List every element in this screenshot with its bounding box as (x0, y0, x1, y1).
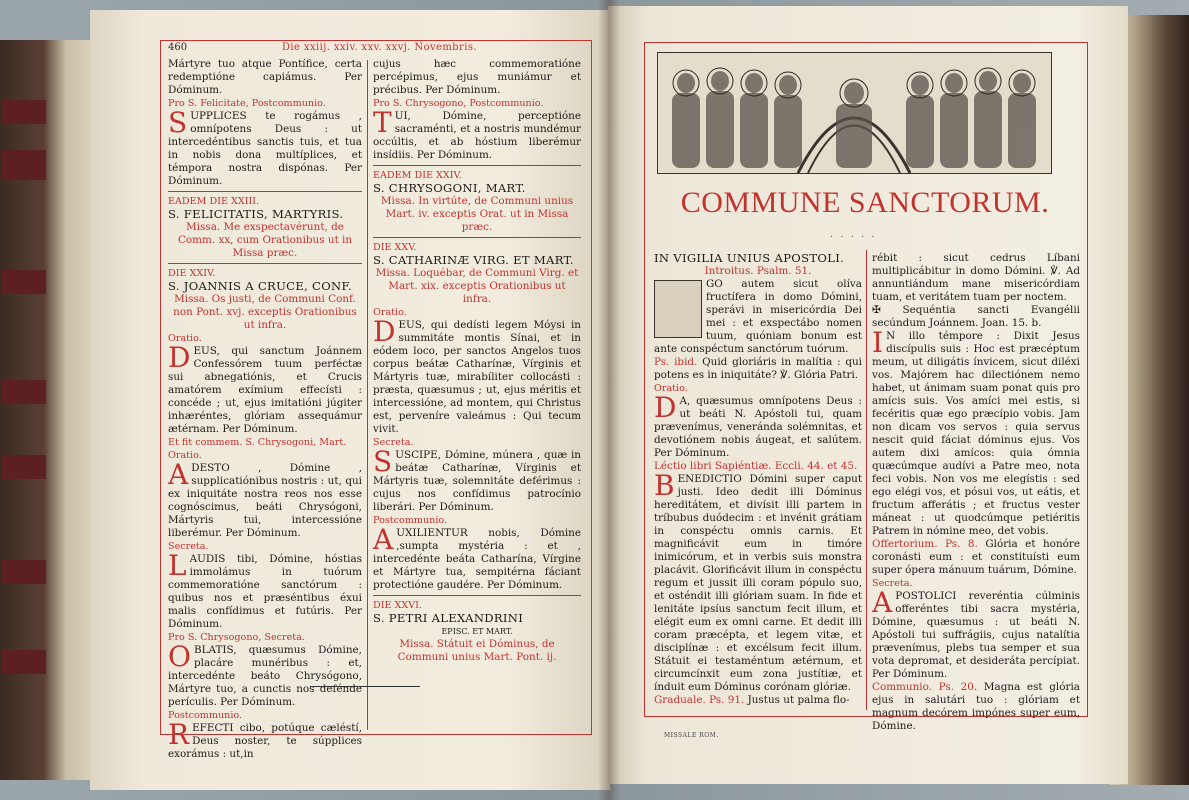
column-divider (367, 60, 368, 730)
text-paragraph: Graduale. Ps. 91. Justus ut palma flo- (654, 694, 850, 706)
text-paragraph: AUXILIENTUR nobis, Dómine ,sumpta mystéria : et , intercedénte beáta Catharína, Vírgine et Mártyre tua, sempitérna fáciant protectióne gaudére. Per Dóminum. (373, 523, 581, 591)
feast-title: S. JOANNIS A CRUCE, CONF. (168, 279, 352, 293)
postcommunio-label: Postcommunio. (373, 515, 448, 526)
bookmark-ribbon (2, 100, 46, 124)
secreta-label: Secreta. (373, 437, 414, 448)
missa-rubric: Missa. Státuit ei Dóminus, de Communi unius Mart. Pont. ij. (397, 638, 557, 663)
text-paragraph: ADESTO , Dómine , supplicatiónibus nostris : ut, qui ex iniquitáte nostra reos nos esse cognóscimus, beáti Chrysógoni, Mártyris tui, intercessióne liberémur. Per Dóminum. (168, 458, 362, 539)
feast-title: S. CHRYSOGONI, MART. (373, 181, 526, 195)
section-title: COMMUNE SANCTORUM. (680, 186, 1050, 219)
secreta-label: Secreta. (168, 541, 209, 552)
oratio-label: Oratio. (654, 383, 688, 394)
bookmark-ribbon (2, 380, 46, 404)
left-column-2 (373, 58, 581, 664)
drop-cap: O (168, 640, 191, 673)
rubric-heading: Et fit commem. S. Chrysogoni, Mart. (168, 437, 347, 448)
bookmark-ribbon (2, 270, 46, 294)
introitus-label: Introitus. Psalm. 51. (704, 265, 812, 277)
divider (168, 191, 362, 192)
text-paragraph: SUPPLICES te rogámus , omnípotens Deus : ut intercedéntibus sanctis tuis, et tua in nobis dona multíplices, et témpora nostra dispónas. Per Dóminum. (168, 106, 362, 187)
feast-date: DIE XXV. (373, 242, 417, 253)
text-paragraph: Ps. ibid. Quid gloriáris in malítia : qui potens es in iniquitáte? ℣. Glória Patri. (654, 356, 862, 381)
text-paragraph: Offertorium. Ps. 8. Glória et honóre coronásti eum : et constituísti eum super ópera mánuum tuárum, Dómine. (872, 538, 1081, 576)
rubric-heading: Pro S. Felicitate, Postcommunio. (168, 98, 326, 109)
running-header: Die xxiij. xxiv. xxv. xxvj. Novembris. (282, 42, 477, 53)
feast-date: EADEM DIE XXIV. (373, 170, 462, 181)
missa-rubric: Missa. Loquébar, de Communi Virg. et Mart. xix. exceptis Orationibus ut infra. (375, 267, 579, 305)
drop-cap: D (654, 391, 677, 424)
missa-rubric: Missa. Os justi, de Communi Conf. non Pont. xvj. exceptis Orationibus ut infra. (173, 293, 357, 331)
text-paragraph: SUSCIPE, Dómine, múnera , quæ in beátæ Catharínæ, Vírginis et Mártyris tuæ, solemnitáte deférimus : cujus nos confídimus patrocínio liberári. Per Dóminum. (373, 445, 581, 513)
signature-mark: MISSALE ROM. (664, 732, 719, 739)
feast-title: S. CATHARINÆ VIRG. ET MART. (373, 253, 574, 267)
oratio-label: Oratio. (168, 333, 202, 344)
drop-cap: S (373, 445, 393, 478)
drop-cap: A (872, 586, 893, 619)
feast-date: DIE XXIV. (168, 268, 216, 279)
illuminated-initial-e (654, 280, 702, 338)
drop-cap: I (872, 326, 884, 359)
feast-title: S. PETRI ALEXANDRINI (373, 611, 524, 625)
text-paragraph: rébit : sicut cedrus Líbani multiplicábitur in domo Dómini. ℣. Ad annuntiándum mane misericórdiam tuam, et veritátem tuam per noctem. (872, 252, 1080, 303)
missa-rubric: Missa. Me exspectavérunt, de Comm. xx, cum Orationibus ut in Missa præc. (177, 221, 353, 259)
text-paragraph: Communio. Ps. 20. Magna est glória ejus in salutári tuo : glóriam et magnum decórem impónes super eum, Dómine. (872, 681, 1080, 732)
text-paragraph: OBLATIS, quæsumus Dómine, placáre munéribus : et, intercedénte beáto Chrysógono, Mártyre tuo, a cunctis nos defénde perículis. Per Dóminum. (168, 640, 362, 708)
end-ornament (310, 686, 420, 687)
divider (373, 237, 581, 238)
drop-cap: T (373, 106, 392, 139)
text-paragraph: APOSTOLICI reveréntia cúlminis offeréntes tibi sacra mystéria, Dómine, quæsumus : ut beáti N. Apóstoli tui suffrágiis, cujus natalítia prævenímus, plebs tua semper et sua vota depromat, et desideráta percípiat. Per Dóminum. (872, 586, 1080, 680)
text-paragraph: D A, quæsumus omnípotens Deus : ut beáti N. Apóstoli tui, quam prævenímus, veneránda solémnitas, et devotiónem nobis áugeat, et salútem. Per Dóminum. (654, 391, 862, 459)
feast-date: DIE XXVI. (373, 600, 422, 611)
divider (373, 165, 581, 166)
divider (168, 263, 362, 264)
drop-cap: D (373, 315, 396, 348)
apostles-engraving (657, 52, 1052, 174)
text-paragraph: BENEDICTIO Dómini super caput justi. Ideo dedit illi Dóminus hereditátem, et divísit illi partem in tríbubus duódecim : et invénit grátiam in conspéctu omnis carnis. Et magnificávit eum in timóre inimicórum, et in verbis suis monstra placávit. Glorificávit illum in conspéctu regum et jussit illi coram pópulo suo, et osténdit illi glóriam suam. In fide et lenitáte ipsíus sanctum fecit illum, et elégit eum ex omni carne. Et dedit illi coram præcépta, et legem vitæ, et disciplínæ : et excélsum fecit illum. Státuit ei testaméntum ætérnum, et circumcínxit eum zona justítiæ, et índuit eum Dóminus corónam glóriæ. (654, 469, 862, 693)
oratio-label: Oratio. (168, 450, 202, 461)
drop-cap: L (168, 549, 187, 582)
text-paragraph: REFECTI cibo, potúque cæléstí, Deus noster, te súpplices exorámus : ut,in (168, 718, 362, 760)
text-paragraph: LAUDIS tibi, Dómine, hóstias immolámus in tuórum commemoratióne sanctórum : quibus nos et præséntibus éxui malis confídimus et futúris. Per Dóminum. (168, 549, 362, 630)
drop-cap: A (373, 523, 394, 556)
left-column-1 (168, 58, 362, 761)
text-paragraph: DEUS, qui dedísti legem Móysi in summitáte montis Sínai, et in eódem loco, per sanctos Angelos tuos corpus beátæ Catharínæ, Vírginis et Mártyris tuæ, mirabíliter collocásti : præsta, quæsumus ; ut, ejus méritis et intercessióne, ad montem, qui Christus est, perveníre valeámus : Qui tecum vivit. (373, 315, 581, 435)
bookmark-ribbon (2, 560, 46, 584)
gospel-heading: ✠ Sequéntia sancti Evangélii secúndum Joánnem. Joan. 15. b. (872, 304, 1080, 329)
bookmark-ribbon (2, 650, 46, 674)
title-ornament: · · · · · (830, 232, 877, 243)
feast-subtitle: EPISC. ET MART. (441, 627, 513, 636)
divider (373, 595, 581, 596)
missa-rubric: Missa. In virtúte, de Communi unius Mart. iv. exceptis Orat. ut in Missa præc. (380, 195, 574, 233)
secreta-label: Secreta. (872, 578, 913, 589)
page-number: 460 (168, 42, 188, 53)
column-divider (866, 250, 867, 710)
rubric-heading: Pro S. Chrysogono, Secreta. (168, 632, 305, 643)
section-heading: IN VIGILIA UNIUS APOSTOLI. (654, 251, 845, 265)
bookmark-ribbon (2, 150, 46, 180)
drop-cap: A (168, 458, 189, 491)
right-column-2 (872, 252, 1080, 733)
text-paragraph: I N illo témpore : Dixit Jesus discípulis suis : Hoc est præcéptum meum, ut diligátis ínvicem, sicut diléxi vos. Majórem hac dilectiónem nemo habet, ut ánimam suam ponat quis pro amícis suis. Vos amíci mei estis, si fecéritis quæ ego præcípio vobis. Jam non dicam vos servos : quia servus nescit quid fáciat dóminus ejus. Vos autem dixi amícos: quia ómnia quæcúmque audívi a Patre meo, nota feci vobis. Non vos me elegístis : sed ego elégi vos, et pósui vos, ut eátis, et fructum afferátis ; et fructus vester máneat : ut quodcúmque petiéritis Patrem in nómine meo, det vobis. (872, 326, 1080, 537)
text-paragraph: Mártyre tuo atque Pontífice, certa redemptióne capiámus. Per Dóminum. (168, 58, 362, 96)
text-paragraph: GO autem sicut olíva fructífera in domo Dómini, sperávi in misericórdia Dei mei : et exspectábo nomen tuum, quóniam bonum est ante conspéctum sanctórum tuórum. (654, 278, 862, 355)
lectio-label: Léctio libri Sapiéntiæ. Eccli. 44. et 45. (654, 460, 858, 472)
bookmark-ribbon (2, 455, 46, 479)
drop-cap: S (168, 106, 188, 139)
postcommunio-label: Postcommunio. (168, 710, 243, 721)
drop-cap: R (168, 718, 190, 751)
rubric-heading: Pro S. Chrysogono, Postcommunio. (373, 98, 544, 109)
feast-title: S. FELICITATIS, MARTYRIS. (168, 207, 344, 221)
drop-cap: D (168, 341, 191, 374)
oratio-label: Oratio. (373, 307, 407, 318)
text-paragraph: DEUS, qui sanctum Joánnem Confessórem tuum perféctæ sui abnegatiónis, et Crucis amatórem exímium effecísti : concéde ; ut, ejus imitatióni júgiter inhæréntes, glóriam assequámur ætérnam. Per Dóminum. (168, 341, 362, 435)
engraving-illustration (658, 53, 1051, 173)
text-paragraph: cujus hæc commemoratióne percépimus, ejus muniámur et précibus. Per Dóminum. (373, 58, 581, 96)
text-paragraph: TUI, Dómine, perceptióne sacraménti, et a nostris mundémur occúltis, et ab hóstium liberémur insídiis. Per Dóminum. (373, 106, 581, 161)
drop-cap: B (654, 469, 675, 502)
right-column-1 (654, 252, 862, 707)
book-gutter (598, 0, 620, 800)
feast-date: EADEM DIE XXIII. (168, 196, 260, 207)
